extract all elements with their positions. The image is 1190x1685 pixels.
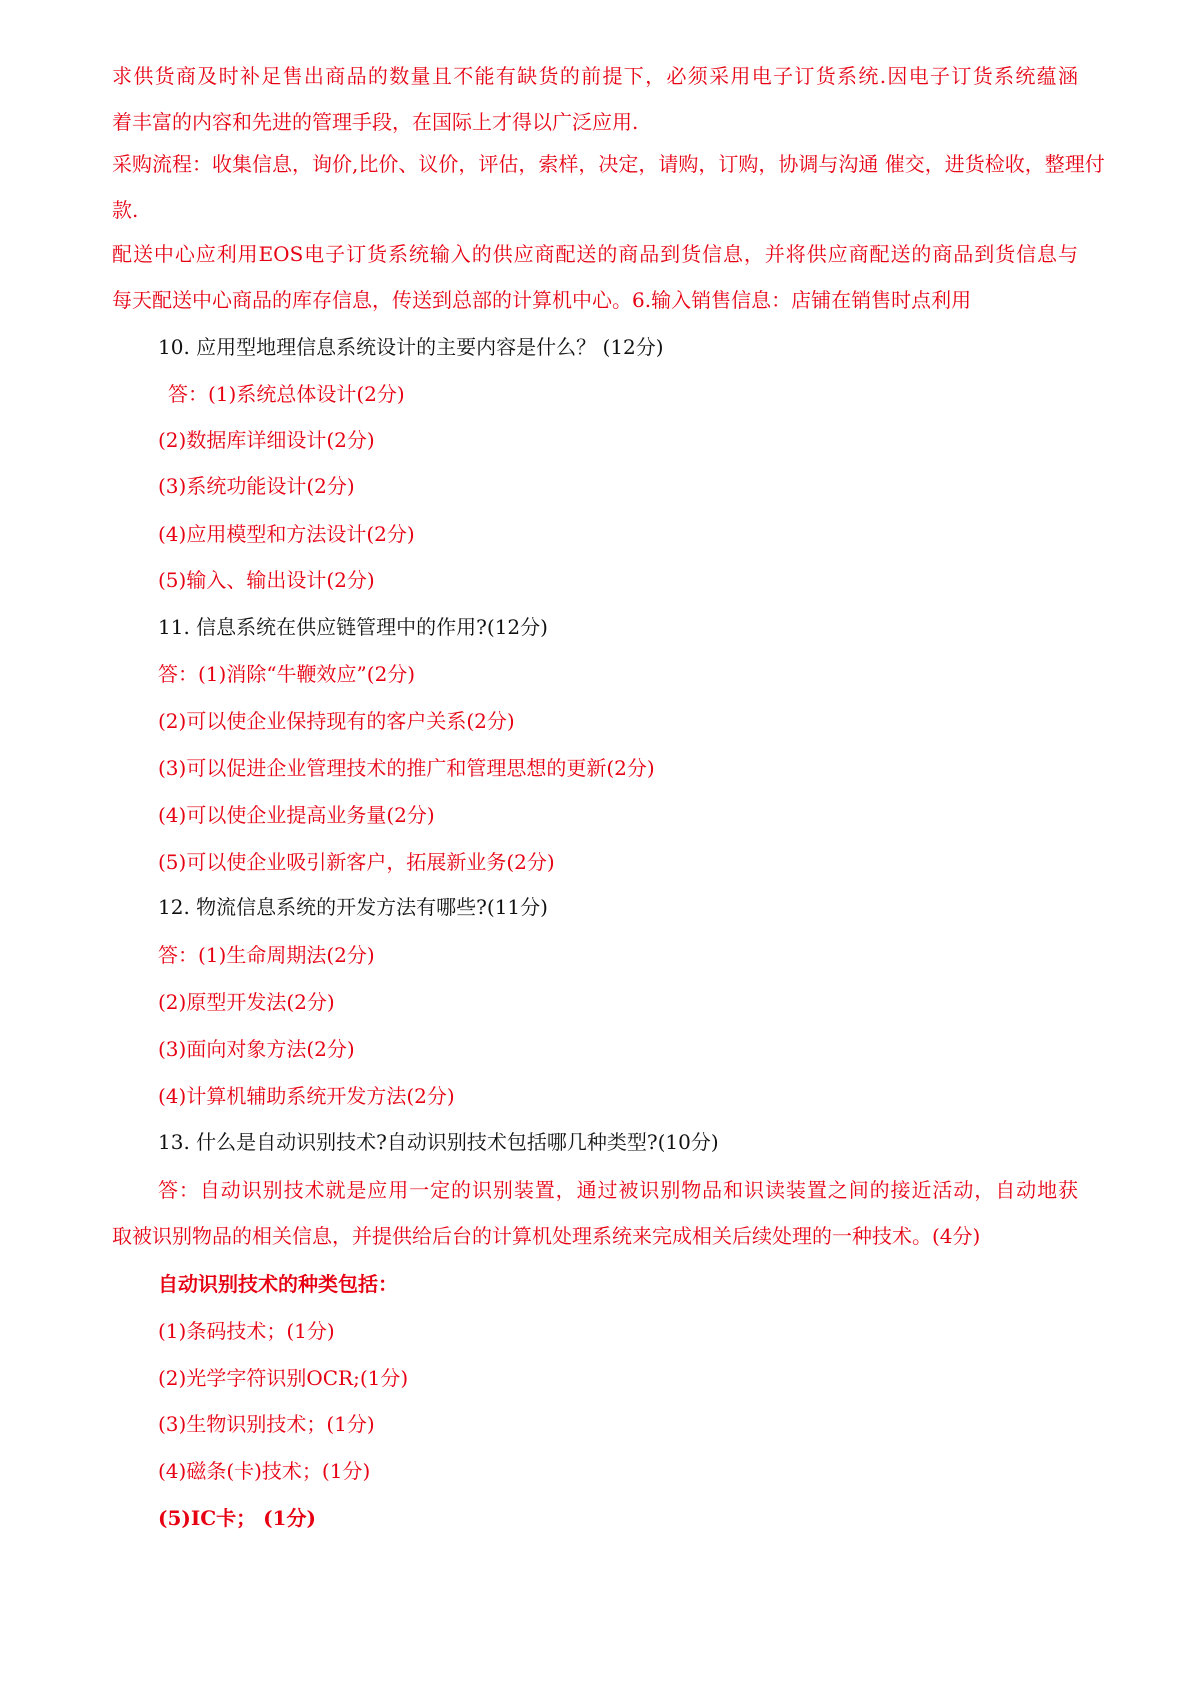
q13-type-2: (2)光学字符识别OCR;(1分) <box>158 1366 409 1390</box>
q10-answer-3: (3)系统功能设计(2分) <box>158 474 355 498</box>
distribution-center-line-1: 配送中心应利用EOS电子订货系统输入的供应商配送的商品到货信息，并将供应商配送的商品到货信息与 <box>112 242 1078 266</box>
q13-answer-line-2: 取被识别物品的相关信息，并提供给后台的计算机处理系统来完成相关后续处理的一种技术。(4分) <box>112 1224 981 1248</box>
question-12: 12. 物流信息系统的开发方法有哪些?(11分) <box>158 895 548 919</box>
q11-answer-5: (5)可以使企业吸引新客户，拓展新业务(2分) <box>158 850 555 874</box>
q12-answer-3: (3)面向对象方法(2分) <box>158 1037 355 1061</box>
q13-type-4: (4)磁条(卡)技术；(1分) <box>158 1459 371 1483</box>
question-11: 11. 信息系统在供应链管理中的作用?(12分) <box>158 615 548 639</box>
q10-answer-4: (4)应用模型和方法设计(2分) <box>158 522 415 546</box>
q13-type-3: (3)生物识别技术；(1分) <box>158 1412 375 1436</box>
q10-answer-5: (5)输入、输出设计(2分) <box>158 568 375 592</box>
question-13: 13. 什么是自动识别技术?自动识别技术包括哪几种类型?(10分) <box>158 1130 719 1154</box>
question-10: 10. 应用型地理信息系统设计的主要内容是什么？ (12分) <box>158 335 664 359</box>
q10-answer-2: (2)数据库详细设计(2分) <box>158 428 375 452</box>
q13-type-1: (1)条码技术；(1分) <box>158 1319 335 1343</box>
q11-answer-3: (3)可以促进企业管理技术的推广和管理思想的更新(2分) <box>158 756 655 780</box>
q12-answer-2: (2)原型开发法(2分) <box>158 990 335 1014</box>
q12-answer-4: (4)计算机辅助系统开发方法(2分) <box>158 1084 455 1108</box>
q13-type-5: (5)IC卡； (1分) <box>158 1506 316 1530</box>
q11-answer-2: (2)可以使企业保持现有的客户关系(2分) <box>158 709 515 733</box>
q13-types-heading: 自动识别技术的种类包括： <box>158 1272 398 1296</box>
intro-line-2: 着丰富的内容和先进的管理手段，在国际上才得以广泛应用. <box>112 110 639 134</box>
q11-answer-1: 答：(1)消除“牛鞭效应”(2分) <box>158 662 416 686</box>
intro-line-1: 求供货商及时补足售出商品的数量且不能有缺货的前提下，必须采用电子订货系统.因电子订货系统蕴涵 <box>112 64 1078 88</box>
q13-answer-line-1: 答：自动识别技术就是应用一定的识别装置，通过被识别物品和识读装置之间的接近活动，自动地获 <box>158 1178 1078 1202</box>
q10-answer-1: 答：(1)系统总体设计(2分) <box>168 382 405 406</box>
q11-answer-4: (4)可以使企业提高业务量(2分) <box>158 803 435 827</box>
distribution-center-line-2: 每天配送中心商品的库存信息，传送到总部的计算机中心。6.输入销售信息：店铺在销售时点利用 <box>112 288 972 312</box>
procurement-process-end: 款. <box>112 198 139 222</box>
q12-answer-1: 答：(1)生命周期法(2分) <box>158 943 375 967</box>
procurement-process-line: 采购流程：收集信息，询价,比价、议价，评估，索样，决定，请购，订购，协调与沟通 催交，进货检收，整理付 <box>112 152 1105 176</box>
